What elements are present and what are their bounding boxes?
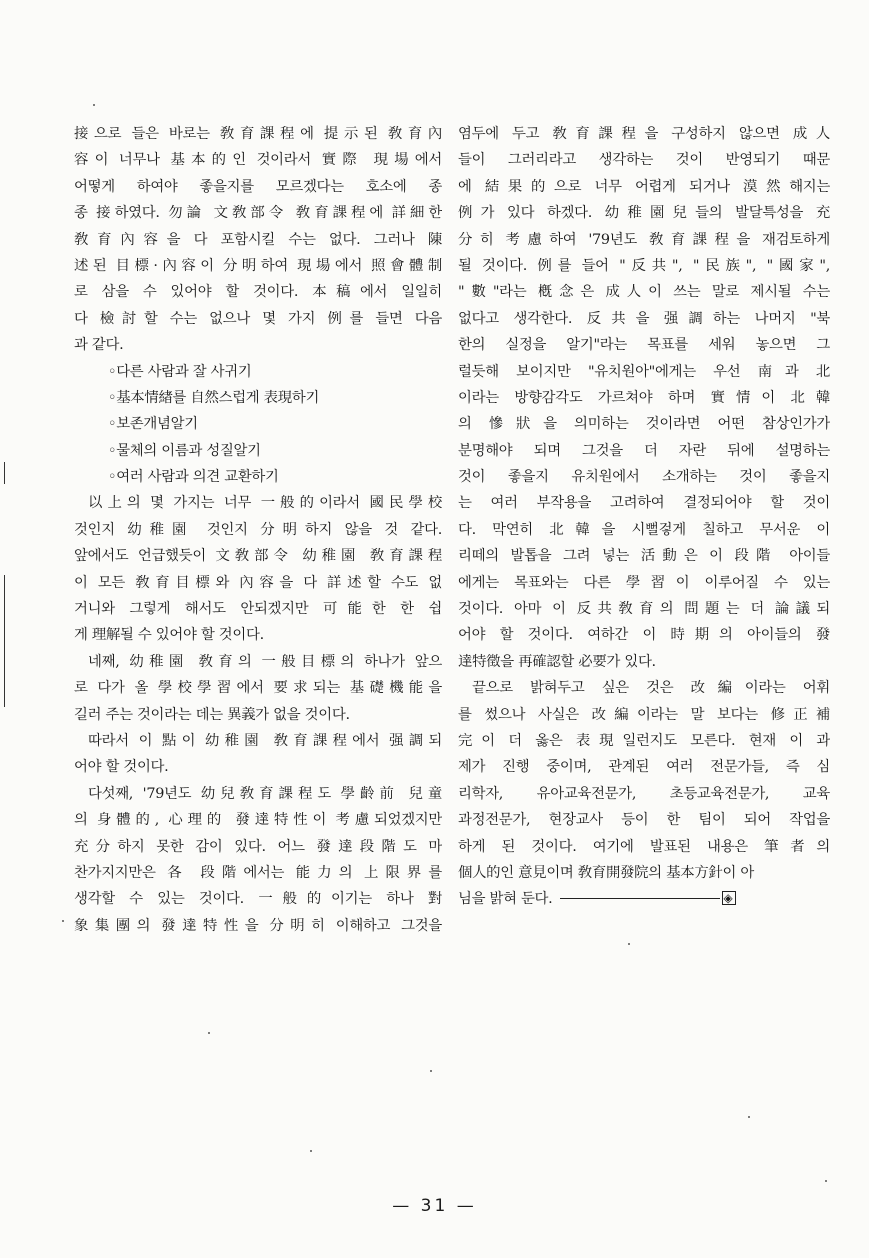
text-line: 과정전문가, 현장교사 등이 한 팀이 되어 작업을	[458, 812, 830, 829]
scan-speck	[748, 1116, 750, 1118]
text-line: 述된 目標·內容이 分明하여 現場에서 照會體制	[74, 257, 442, 274]
text-line: 한의 실정을 알기"라는 목표를 세워 놓으면 그	[458, 337, 830, 354]
scan-speck	[208, 1032, 210, 1034]
text-line: 이 모든 敎育目標와 內容을 다 詳述할 수도 없	[74, 574, 442, 591]
text-line: 다. 막연히 北韓을 시뻘겋게 칠하고 무서운 이	[458, 521, 830, 538]
text-line: 에 結果的으로 너무 어렵게 되거나 漠然해지는	[458, 178, 830, 195]
text-line: 거니와 그렇게 해서도 안되겠지만 可能한 한 쉽	[74, 601, 442, 618]
scan-speck	[430, 1070, 432, 1072]
margin-mark	[4, 462, 5, 484]
closing-line	[458, 886, 830, 912]
text-line: 完이 더 옳은 表現일런지도 모른다. 현재 이 과	[458, 732, 830, 749]
text-line: 없다고 생각한다. 反共을 强調하는 나머지 "북	[458, 310, 830, 327]
bullet-item: ◦물체의 이름과 성질알기	[108, 442, 261, 459]
text-line: 끝으로 밝혀두고 싶은 것은 改編이라는 어휘	[472, 680, 830, 697]
text-line: 로 다가 올 學校學習에서 要求되는 基礎機能을	[74, 680, 442, 697]
text-line: 充分하지 못한 감이 있다. 어느 發達段階도 마	[74, 838, 442, 855]
left-column	[74, 121, 442, 939]
text-line: 다 檢討할 수는 없으나 몇 가지 例를 들면 다음	[74, 310, 442, 327]
page-number: — 31 —	[392, 1196, 477, 1216]
text-line: 는 여러 부작용을 고려하여 결정되어야 할 것이	[458, 495, 830, 512]
text-line: 容이 너무나 基本的인 것이라서 實際 現場에서	[74, 152, 442, 169]
text-line: 앞에서도 언급했듯이 文敎部令 幼稚園 敎育課程	[74, 548, 442, 565]
text-line: 찬가지지만은 各 段階에서는 能力의 上限界를	[74, 864, 442, 881]
bullet-item: ◦여러 사람과 의견 교환하기	[108, 469, 279, 486]
text-line: 達特徵을 再確認할 必要가 있다.	[458, 653, 656, 670]
text-line: 敎育內容을 다 포함시킬 수는 없다. 그러나 陳	[74, 231, 442, 248]
text-line: 것이다. 아마 이 反共敎育의 問題는 더 論議되	[458, 601, 830, 618]
closing-text: 님을 밝혀 둔다.	[458, 891, 553, 908]
text-line: 될 것이다. 例를 들어 "反共", "民族", "國家",	[458, 257, 830, 274]
scan-speck	[62, 920, 64, 922]
text-line: 接으로 들은 바로는 敎育課程에 提示된 敎育內	[74, 126, 442, 142]
text-line: 例가 있다 하겠다. 幼稚園兒들의 발달특성을 充	[458, 205, 830, 222]
text-line: 어야 할 것이다.	[74, 759, 169, 776]
text-line: 分히 考慮하여 '79년도 敎育課程을 재검토하게	[458, 231, 830, 248]
text-line: 어떻게 하여야 좋을지를 모르겠다는 호소에 종	[74, 178, 442, 195]
text-line: 리떼의 발톱을 그려 넣는 活動은 이 段階 아이들	[458, 548, 830, 565]
text-line: 以上의 몇 가지는 너무 一般的이라서 國民學校	[88, 495, 442, 512]
text-line: 리학자, 유아교육전문가, 초등교육전문가, 교육	[458, 785, 830, 802]
text-line: 종 接하였다. 勿論 文敎部令 敎育課程에 詳細한	[74, 205, 442, 222]
text-line: 에게는 목표와는 다른 學習이 이루어질 수 있는	[458, 574, 830, 591]
bullet-item: ◦다른 사람과 잘 사귀기	[108, 363, 252, 380]
end-rule	[560, 898, 720, 899]
text-line: 이라는 방향감각도 가르쳐야 하며 實情이 北韓	[458, 389, 830, 406]
text-line: 럴듯해 보이지만 "유치원아"에게는 우선 南과 北	[458, 363, 830, 380]
text-line: 제가 진행 중이며, 관계된 여러 전문가들, 즉 심	[458, 759, 830, 776]
scan-speck	[825, 1180, 827, 1182]
bullet-item: ◦보존개념알기	[108, 416, 198, 433]
text-line: 게 理解될 수 있어야 할 것이다.	[74, 627, 264, 644]
text-line: 염두에 두고 敎育課程을 구성하지 않으면 成人	[458, 126, 830, 142]
text-line: 분명해야 되며 그것을 더 자란 뒤에 설명하는	[458, 442, 830, 459]
scan-speck	[310, 1150, 312, 1152]
text-line: 하게 된 것이다. 여기에 발표된 내용은 筆者의	[458, 838, 830, 855]
text-line: 길러 주는 것이라는 데는 異義가 없을 것이다.	[74, 706, 350, 723]
text-line: 다섯째, '79년도 幼兒敎育課程도 學齡前 兒童	[88, 785, 442, 802]
text-line: 어야 할 것이다. 여하간 이 時期의 아이들의 發	[458, 627, 830, 644]
bullet-item: ◦基本情緖를 自然스럽게 表現하기	[108, 389, 320, 406]
text-line: 생각할 수 있는 것이다. 一般的이기는 하나 對	[74, 891, 442, 908]
scan-speck	[93, 104, 95, 106]
text-line: "數"라는 槪念은 成人이 쓰는 말로 제시될 수는	[458, 284, 830, 301]
text-line: 것인지 幼稚園 것인지 分明하지 않을 것 같다.	[74, 521, 442, 538]
text-line: 들이 그러리라고 생각하는 것이 반영되기 때문	[458, 152, 830, 169]
end-mark-icon: ◈	[722, 891, 736, 905]
text-line: 의 身體的, 心理的 發達特性이 考慮되었겠지만	[74, 812, 442, 829]
text-line: 로 삼을 수 있어야 할 것이다. 本稿에서 일일히	[74, 284, 442, 301]
text-line: 따라서 이 點이 幼稚園 敎育課程에서 强調되	[88, 732, 442, 749]
text-line: 를 썼으나 사실은 改編이라는 말 보다는 修正補	[458, 706, 830, 723]
text-line: 個人的인 意見이며 敎育開發院의 基本方針이 아	[458, 864, 754, 881]
margin-mark	[4, 575, 5, 707]
text-line: 것이 좋을지 유치원에서 소개하는 것이 좋을지	[458, 469, 830, 486]
text-line: 象集團의 發達特性을 分明히 이해하고 그것을	[74, 917, 442, 934]
right-column	[458, 121, 830, 913]
text-line: 네째, 幼稚園 敎育의 一般目標의 하나가 앞으	[88, 653, 442, 670]
scan-speck	[628, 943, 630, 945]
text-line: 과 같다.	[74, 337, 124, 354]
text-line: 의 慘狀을 의미하는 것이라면 어떤 참상인가가	[458, 416, 830, 433]
